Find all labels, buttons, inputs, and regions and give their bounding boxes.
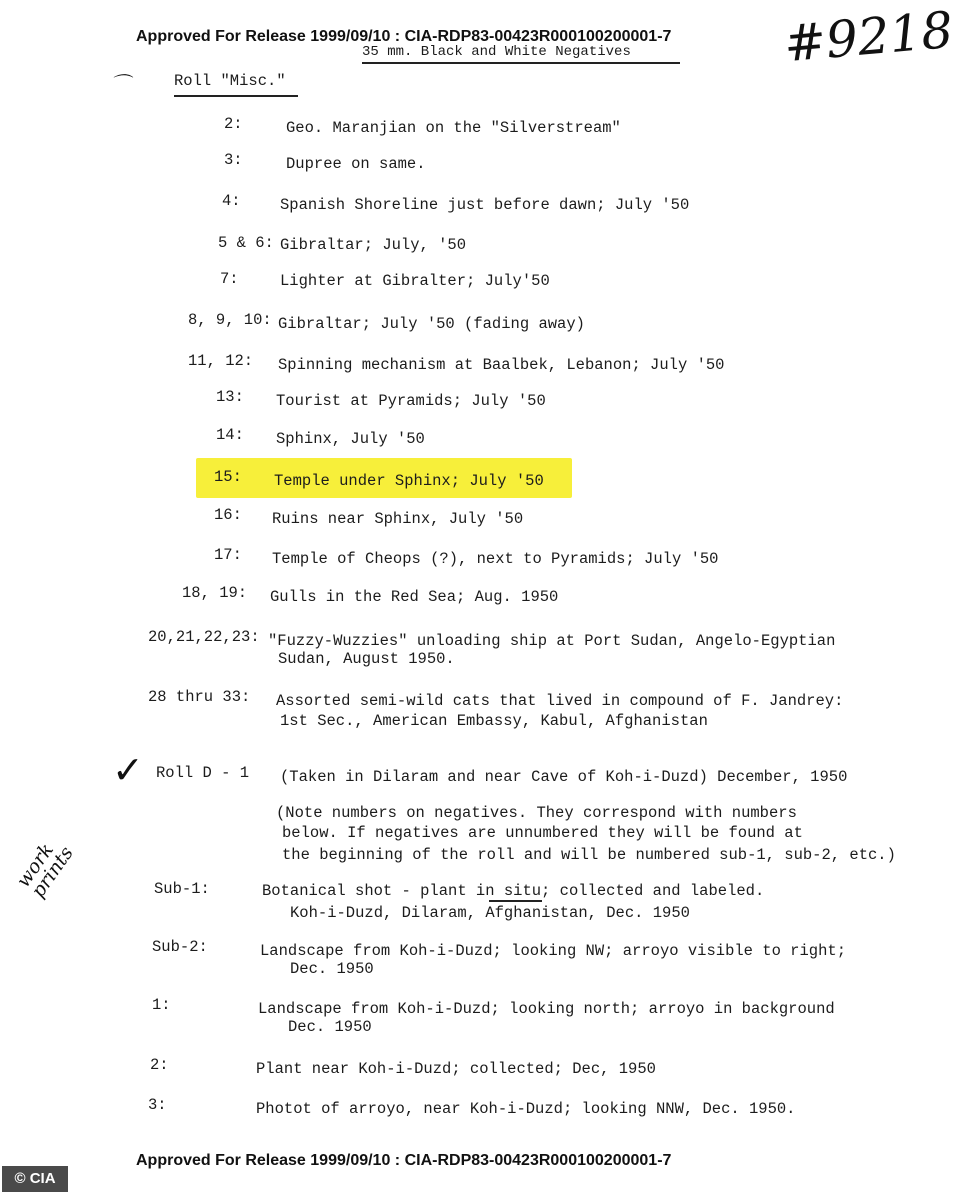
entry-text: Temple of Cheops (?), next to Pyramids; July '50 [272, 550, 719, 568]
entry-number: 20,21,22,23: [148, 628, 260, 646]
entry-text: Geo. Maranjian on the "Silverstream" [286, 119, 621, 137]
entry-number: Sub-1: [154, 880, 210, 898]
entry-text: Photot of arroyo, near Koh-i-Duzd; looking NNW, Dec. 1950. [256, 1100, 796, 1118]
entry-text: Ruins near Sphinx, July '50 [272, 510, 524, 528]
entry-text: Gulls in the Red Sea; Aug. 1950 [270, 588, 559, 606]
entry-text: Tourist at Pyramids; July '50 [276, 392, 546, 410]
entry-number: 7: [220, 270, 239, 288]
roll-d1-label: Roll D - 1 [156, 764, 250, 782]
entry-text-continued: Dec. 1950 [288, 1018, 372, 1036]
margin-scribble: ⌒ [110, 72, 130, 96]
entry-text: Gibraltar; July, '50 [280, 236, 467, 254]
entry-text: Lighter at Gibralter; July'50 [280, 272, 550, 290]
entry-number: 16: [214, 506, 242, 524]
entry-text-continued: Sudan, August 1950. [278, 650, 455, 668]
entry-text-continued: 1st Sec., American Embassy, Kabul, Afghanistan [280, 712, 708, 730]
entry-text: Landscape from Koh-i-Duzd; looking NW; arroyo visible to right; [260, 942, 846, 960]
entry-number: 18, 19: [182, 584, 248, 602]
entry-text: "Fuzzy-Wuzzies" unloading ship at Port Sudan, Angelo-Egyptian [268, 632, 836, 650]
entry-number: 15: [214, 468, 242, 486]
entry-number: 3: [224, 151, 243, 169]
entry-number: 14: [216, 426, 244, 444]
note-line: (Note numbers on negatives. They correspond with numbers [276, 804, 797, 822]
roll-d1-description: (Taken in Dilaram and near Cave of Koh-i-Duzd) December, 1950 [280, 768, 848, 786]
entry-text: Landscape from Koh-i-Duzd; looking north; arroyo in background [258, 1000, 835, 1018]
entry-text-continued: Koh-i-Duzd, Dilaram, Afghanistan, Dec. 1950 [290, 904, 690, 922]
entry-number: 5 & 6: [218, 234, 274, 252]
entry-text: Sphinx, July '50 [276, 430, 425, 448]
entry-text: Botanical shot - plant in situ; collected and labeled. [262, 882, 765, 900]
entry-text: Spanish Shoreline just before dawn; July '50 [280, 196, 690, 214]
release-banner-top: Approved For Release 1999/09/10 : CIA-RDP83-00423R000100200001-7 [136, 28, 672, 45]
entry-number: 3: [148, 1096, 167, 1114]
copyright-badge: © CIA [2, 1166, 68, 1192]
entry-text: Assorted semi-wild cats that lived in compound of F. Jandrey: [276, 692, 844, 710]
in-situ-underline [489, 900, 542, 902]
entry-number: 28 thru 33: [148, 688, 251, 706]
entry-text: Gibraltar; July '50 (fading away) [278, 315, 585, 333]
entry-text-continued: Dec. 1950 [290, 960, 374, 978]
entry-number: Sub-2: [152, 938, 208, 956]
entry-text: Spinning mechanism at Baalbek, Lebanon; July '50 [278, 356, 725, 374]
checkmark: ✓ [112, 748, 144, 792]
note-line: the beginning of the roll and will be numbered sub-1, sub-2, etc.) [282, 846, 896, 864]
entry-number: 2: [224, 115, 243, 133]
subtitle-underline [362, 62, 680, 64]
entry-number: 8, 9, 10: [188, 311, 272, 329]
document-subtitle: 35 mm. Black and White Negatives [362, 44, 631, 60]
entry-number: 13: [216, 388, 244, 406]
entry-number: 2: [150, 1056, 169, 1074]
margin-handwritten-note: work prints [12, 839, 78, 902]
roll-misc-underline [174, 95, 298, 97]
note-line: below. If negatives are unnumbered they will be found at [282, 824, 803, 842]
entry-number: 4: [222, 192, 241, 210]
entry-number: 17: [214, 546, 242, 564]
entry-number: 1: [152, 996, 171, 1014]
release-banner-bottom: Approved For Release 1999/09/10 : CIA-RDP83-00423R000100200001-7 [136, 1152, 672, 1169]
entry-text: Dupree on same. [286, 155, 426, 173]
entry-number: 11, 12: [188, 352, 254, 370]
roll-misc-heading: Roll "Misc." [174, 72, 286, 90]
entry-text: Temple under Sphinx; July '50 [274, 472, 544, 490]
handwritten-number: #9218 [781, 0, 956, 74]
entry-text: Plant near Koh-i-Duzd; collected; Dec, 1950 [256, 1060, 656, 1078]
